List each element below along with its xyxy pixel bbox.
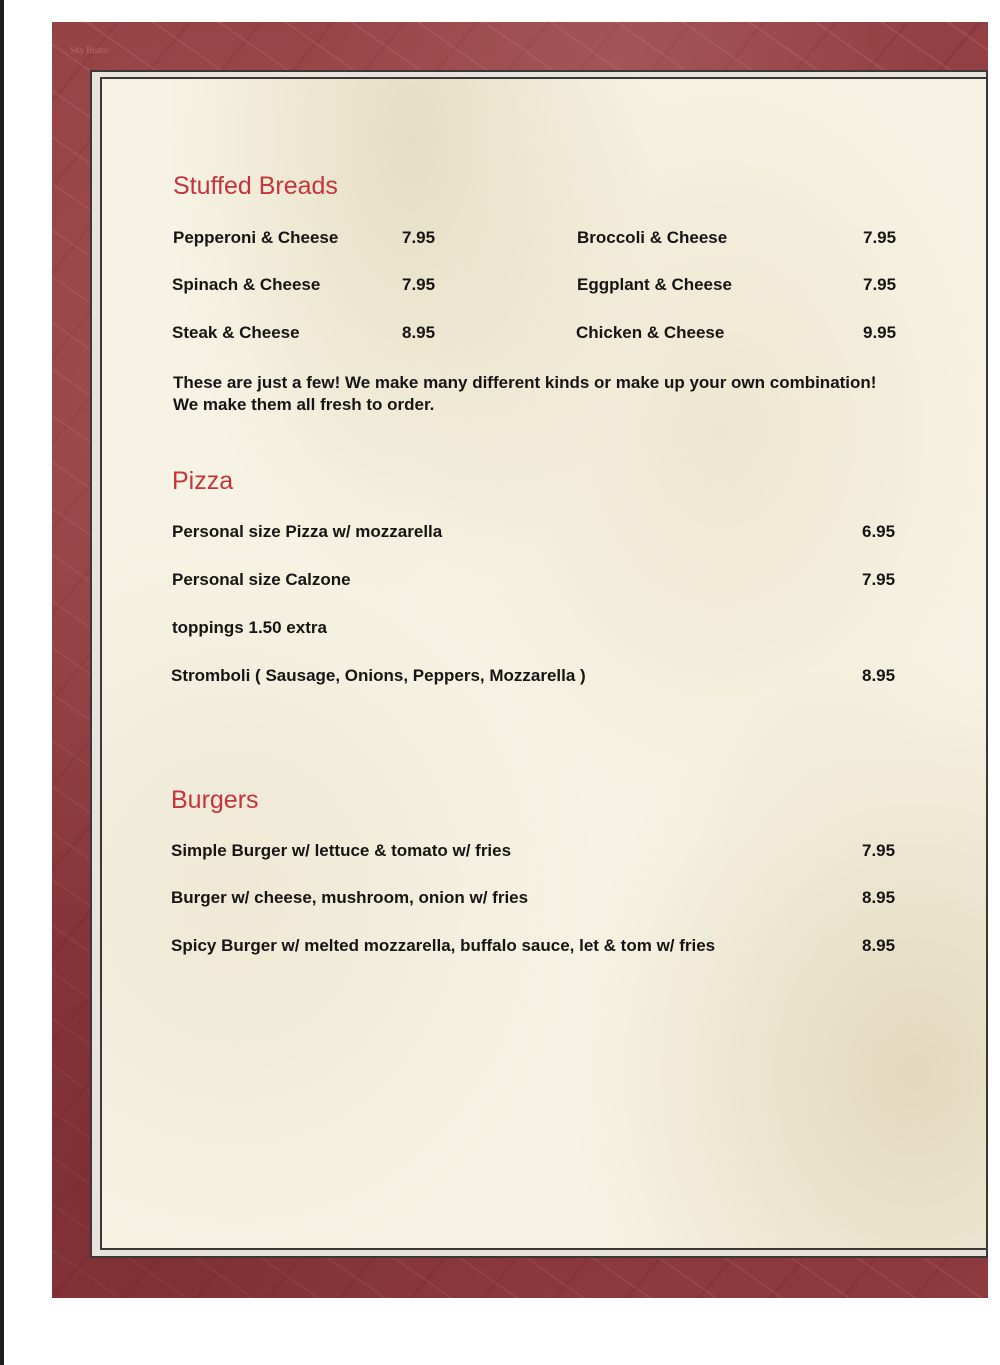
section-title-pizza: Pizza <box>172 467 234 495</box>
menu-item-price: 8.95 <box>862 666 896 685</box>
section-title-stuffed-breads: Stuffed Breads <box>173 172 338 200</box>
menu-item-name: Pepperoni & Cheese <box>173 228 339 247</box>
menu-item-price: 9.95 <box>863 323 897 342</box>
menu-item-price: 7.95 <box>863 228 897 247</box>
menu-item-price: 7.95 <box>402 228 436 247</box>
corner-mark: Sky Bistro <box>70 45 109 55</box>
menu-item-price: 8.95 <box>862 888 896 907</box>
menu-item-price: 6.95 <box>862 522 896 541</box>
menu-item-name: Broccoli & Cheese <box>577 228 728 247</box>
menu-item-price: 7.95 <box>862 570 896 589</box>
menu-item-price: 7.95 <box>402 275 436 294</box>
menu-item-name: Chicken & Cheese <box>576 323 725 342</box>
menu-item-name: Burger w/ cheese, mushroom, onion w/ fries <box>171 888 529 907</box>
section-title-burgers: Burgers <box>171 786 259 814</box>
menu-item-name: Spicy Burger w/ melted mozzarella, buffalo sauce, let & tom w/ fries <box>171 936 716 955</box>
menu-item-name: Eggplant & Cheese <box>577 275 732 294</box>
menu-item-name: Stromboli ( Sausage, Onions, Peppers, Mozzarella ) <box>171 666 586 685</box>
menu-item-name: Personal size Pizza w/ mozzarella <box>172 522 443 541</box>
stuffed-breads-note: These are just a few! We make many different kinds or make up your own combination! We make them all fresh to order. <box>173 373 877 414</box>
menu-item-name: Personal size Calzone <box>172 570 351 589</box>
menu-item-name: Simple Burger w/ lettuce & tomato w/ fries <box>171 841 512 860</box>
menu-item-price: 7.95 <box>863 275 897 294</box>
menu-item-price: 8.95 <box>862 936 896 955</box>
menu-item-name: Steak & Cheese <box>172 323 300 342</box>
menu-item-price: 7.95 <box>862 841 896 860</box>
menu-item-name: Spinach & Cheese <box>172 275 321 294</box>
menu-item-price: 8.95 <box>402 323 436 342</box>
toppings-note: toppings 1.50 extra <box>172 618 327 637</box>
